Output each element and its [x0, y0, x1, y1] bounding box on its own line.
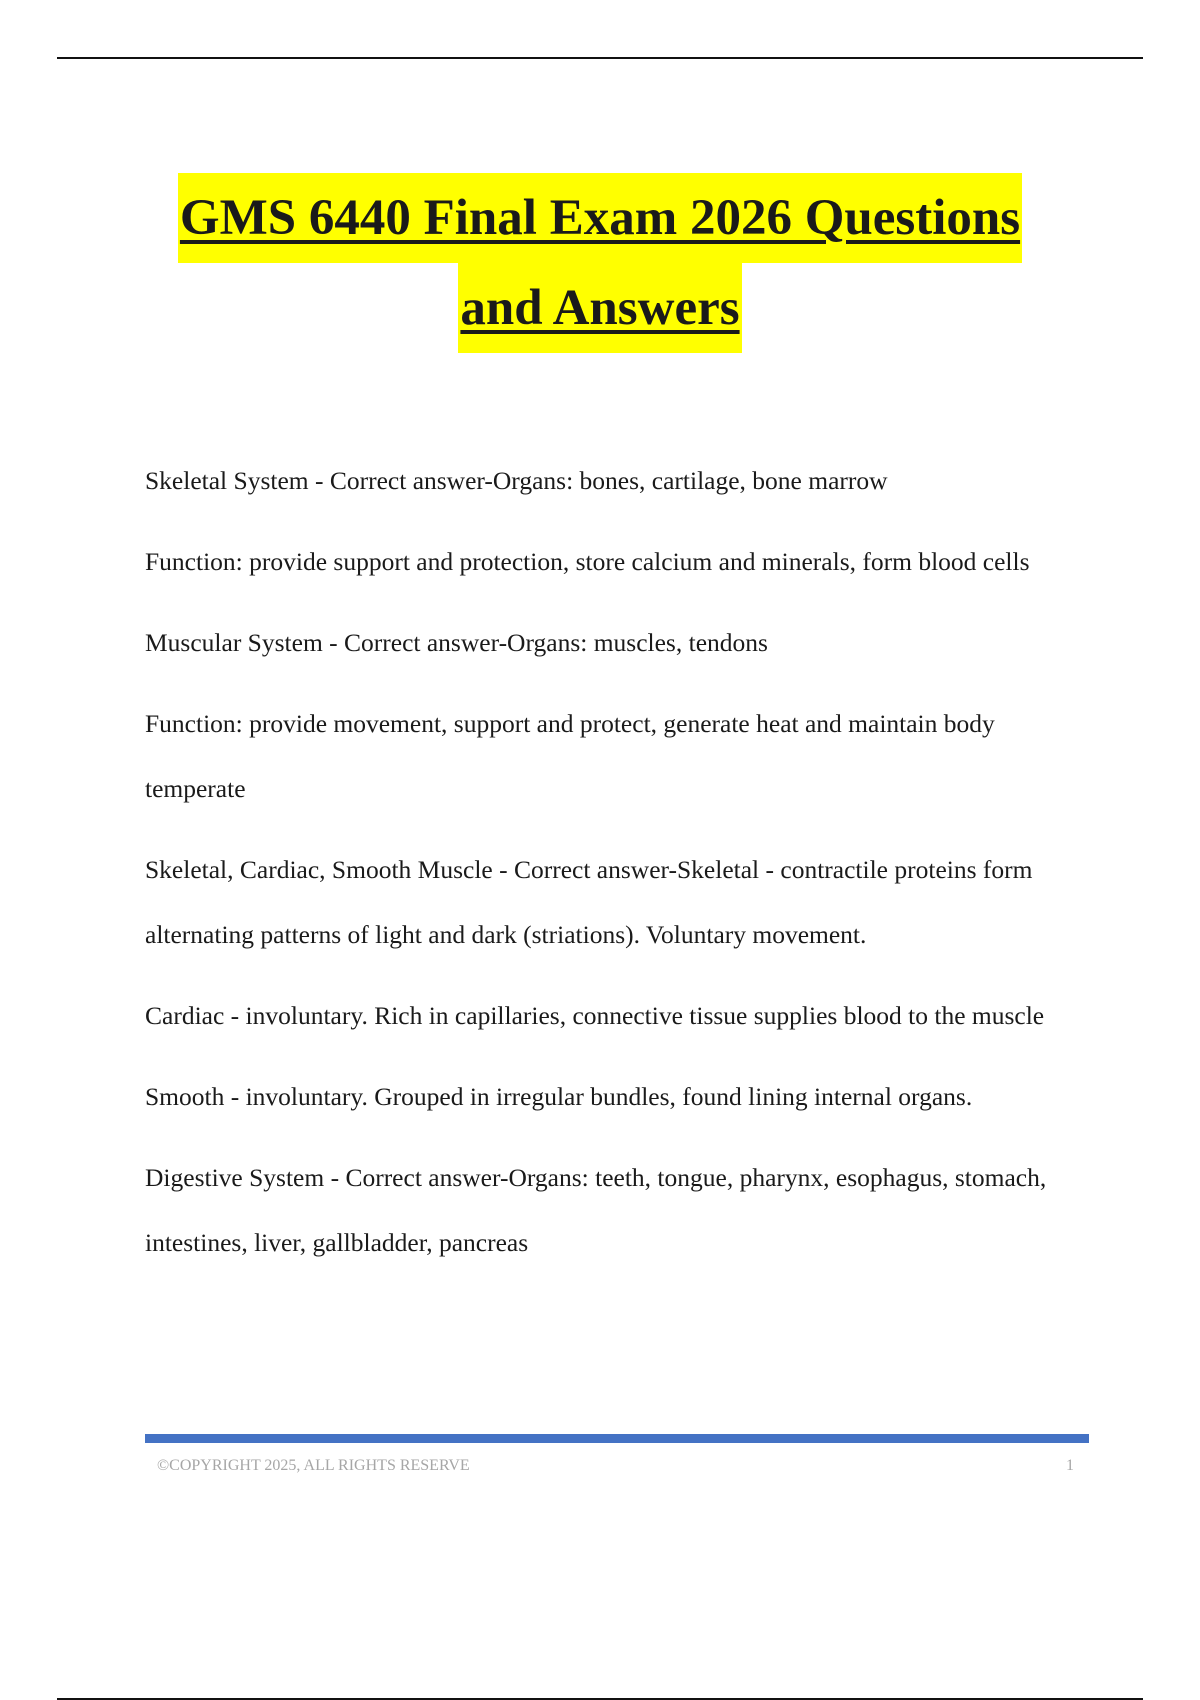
page-title: [0, 173, 1200, 353]
title-line-1: GMS 6440 Final Exam 2026 Questions: [178, 173, 1022, 263]
document-body: [145, 448, 1095, 1291]
page-number: 1: [1066, 1457, 1074, 1474]
paragraph-muscular-function: Function: provide movement, support and protect, generate heat and maintain body temperate: [145, 709, 995, 803]
paragraph-skeletal-system: Skeletal System - Correct answer-Organs: bones, cartilage, bone marrow: [145, 466, 888, 495]
footer-copyright: ©COPYRIGHT 2025, ALL RIGHTS RESERVE: [157, 1457, 470, 1474]
paragraph-muscular-system: Muscular System - Correct answer-Organs: muscles, tendons: [145, 628, 768, 657]
paragraph-skeletal-function: Function: provide support and protection, store calcium and minerals, form blood cells: [145, 547, 1030, 576]
footer-divider: [145, 1434, 1089, 1443]
top-rule: [57, 57, 1143, 59]
title-line-2: and Answers: [458, 263, 741, 353]
paragraph-cardiac: Cardiac - involuntary. Rich in capillaries, connective tissue supplies blood to the muscle: [145, 1001, 1045, 1030]
paragraph-smooth: Smooth - involuntary. Grouped in irregular bundles, found lining internal organs.: [145, 1082, 973, 1111]
paragraph-digestive-system: Digestive System - Correct answer-Organs: teeth, tongue, pharynx, esophagus, stomach, intestines, liver, gallbladder, pancreas: [145, 1163, 1047, 1257]
paragraph-muscle-types: Skeletal, Cardiac, Smooth Muscle - Correct answer-Skeletal - contractile proteins form alternating patterns of light and dark (striations). Voluntary movement.: [145, 855, 1033, 949]
